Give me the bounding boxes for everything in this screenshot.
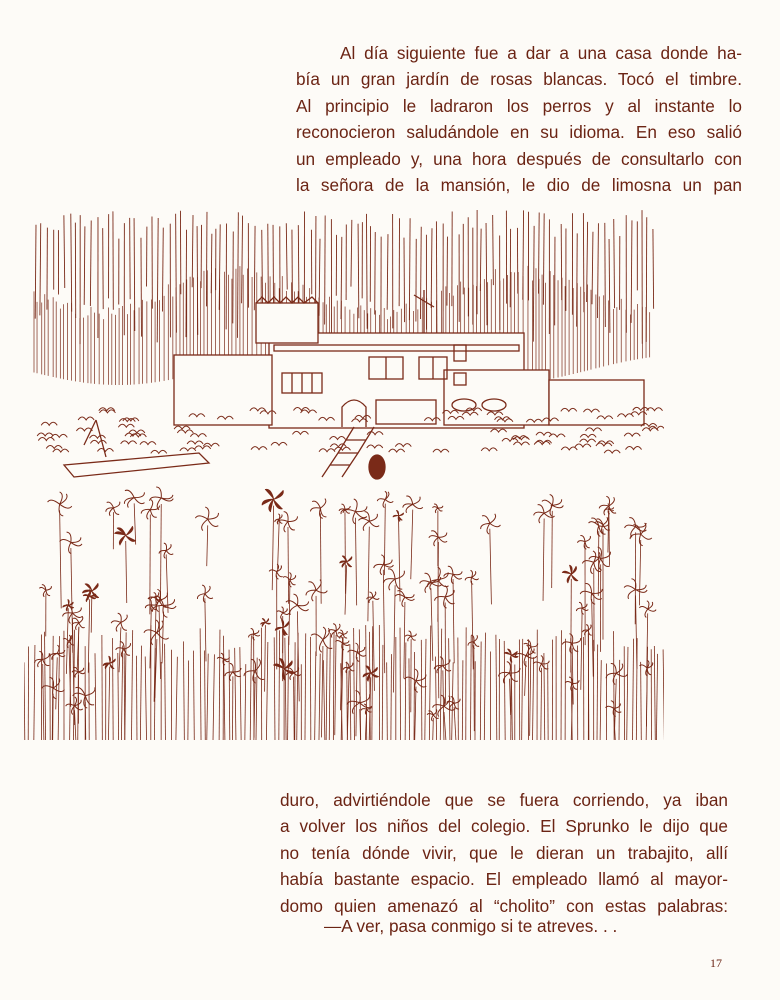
text-line: domo quien amenazó al “cholito” con estas palabras: xyxy=(280,895,728,916)
text-line: reconocieron saludándole en su idioma. En eso salió xyxy=(296,122,742,143)
text-line: no tenía dónde vivir, que le dieran un trabajito, allí xyxy=(280,842,728,863)
paragraph-top xyxy=(296,40,742,198)
flower-field-drawing xyxy=(24,487,664,740)
text-line: duro, advirtiéndole que se fuera corriendo, ya iban xyxy=(280,790,728,810)
sky-hatching xyxy=(35,210,653,344)
page-number: 17 xyxy=(710,956,722,970)
paragraph-bottom xyxy=(280,787,728,919)
text-line: bía un gran jardín de rosas blancas. Tocó el timbre. xyxy=(296,69,742,90)
text-line: había bastante espacio. El empleado llamó al mayor- xyxy=(280,869,728,890)
mansion-garden-illustration xyxy=(24,195,664,745)
text-line: la señora de la mansión, le dio de limosna un pan xyxy=(296,175,742,196)
text-line: a volver los niños del colegio. El Sprunko le dijo que xyxy=(280,816,728,837)
dialogue-line: —A ver, pasa conmigo si te atreves. . . xyxy=(324,916,618,936)
text-line: Al día siguiente fue a dar a una casa donde ha- xyxy=(340,43,742,63)
text-line: un empleado y, una hora después de consultarlo con xyxy=(296,148,742,169)
text-line: Al principio le ladraron los perros y al instante lo xyxy=(296,95,742,116)
